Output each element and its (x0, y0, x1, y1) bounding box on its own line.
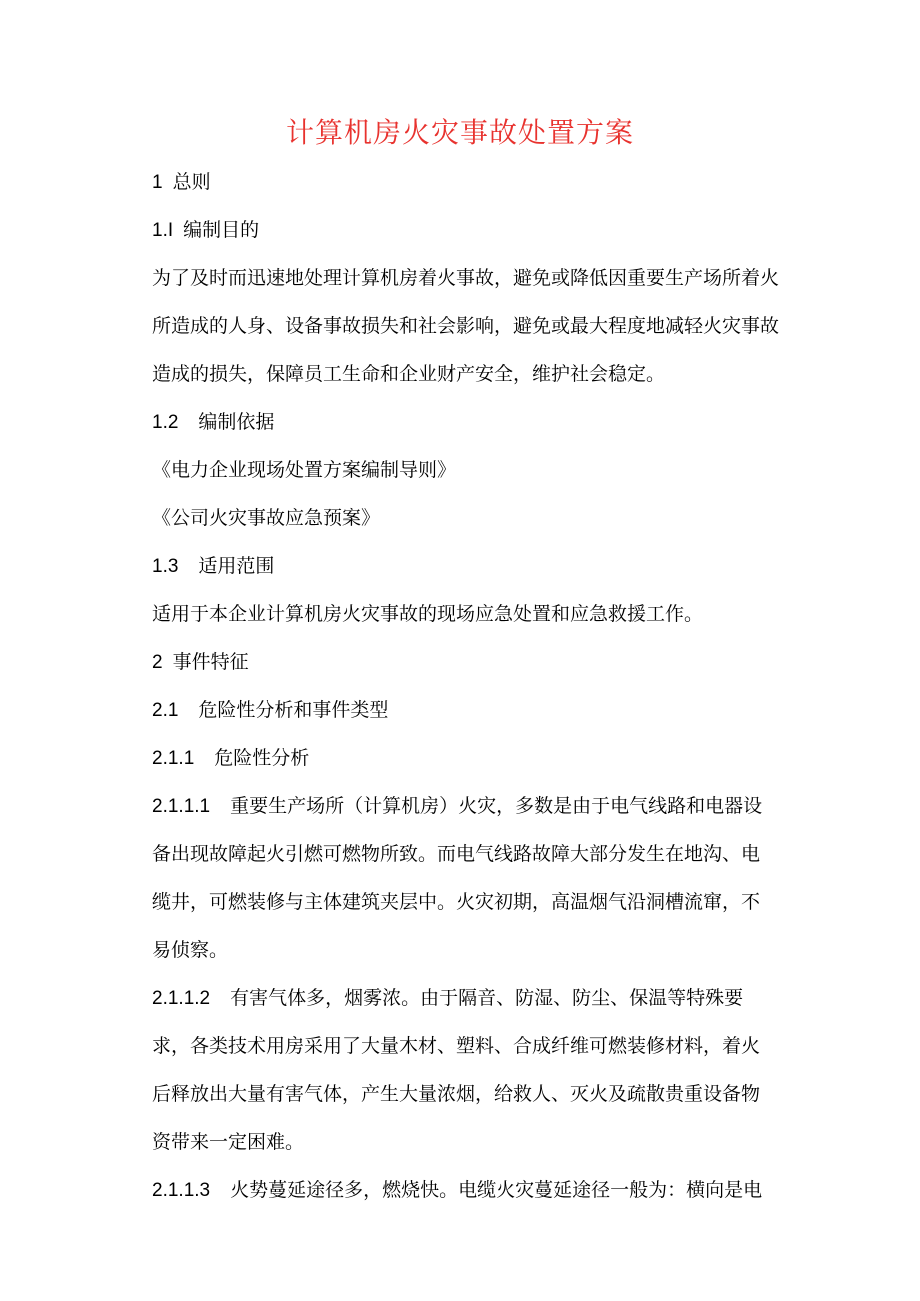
heading-1-1 (152, 217, 259, 244)
heading-2-1-1 (152, 745, 309, 772)
section-number: 2.1.1.1 (152, 796, 211, 817)
section-number: 2.1 (152, 700, 179, 721)
paragraph-line: 易侦察。 (152, 939, 229, 961)
paragraph-line: 《电力企业现场处置方案编制导则》 (152, 459, 457, 481)
section-number: 2.1.1.2 (152, 988, 211, 1009)
section-number: 1.2 (152, 412, 179, 433)
heading-1-3 (152, 553, 274, 580)
section-number: 1 (152, 172, 163, 193)
section-text: 危险性分析 (214, 747, 310, 769)
section-number: 1.3 (152, 556, 179, 577)
paragraph-line: 缆井，可燃装修与主体建筑夹层中。火灾初期，高温烟气沿洞槽流窜，不 (152, 891, 761, 913)
section-number: 2.1.1 (152, 748, 195, 769)
section-number: 2 (152, 652, 163, 673)
paragraph-line: 备出现故障起火引燃可燃物所致。而电气线路故障大部分发生在地沟、电 (152, 843, 761, 865)
paragraph-line: 为了及时而迅速地处理计算机房着火事故，避免或降低因重要生产场所着火 (152, 267, 780, 289)
clause-2-1-1-3 (152, 1177, 762, 1204)
paragraph-line: 《公司火灾事故应急预案》 (152, 507, 381, 529)
section-number: 2.1.1.3 (152, 1180, 211, 1201)
heading-1 (152, 169, 211, 196)
section-text: 事件特征 (172, 651, 249, 673)
heading-2 (152, 649, 249, 676)
paragraph-line: 资带来一定困难。 (152, 1131, 305, 1153)
section-text: 重要生产场所（计算机房）火灾，多数是由于电气线路和电器设 (230, 795, 763, 817)
section-text: 危险性分析和事件类型 (198, 699, 389, 721)
paragraph-line: 求，各类技术用房采用了大量木材、塑料、合成纤维可燃装修材料，着火 (152, 1035, 761, 1057)
section-text: 适用范围 (198, 555, 275, 577)
section-text: 火势蔓延途径多，燃烧快。电缆火灾蔓延途径一般为：横向是电 (230, 1179, 763, 1201)
clause-2-1-1-1 (152, 793, 762, 820)
section-text: 总则 (172, 171, 211, 193)
paragraph-line: 后释放出大量有害气体，产生大量浓烟，给救人、灭火及疏散贵重设备物 (152, 1083, 761, 1105)
paragraph-line: 造成的损失，保障员工生命和企业财产安全，维护社会稳定。 (152, 363, 666, 385)
section-text: 有害气体多，烟雾浓。由于隔音、防湿、防尘、保温等特殊要 (230, 987, 744, 1009)
heading-2-1 (152, 697, 388, 724)
paragraph-line: 所造成的人身、设备事故损失和社会影响，避免或最大程度地减轻火灾事故 (152, 315, 780, 337)
clause-2-1-1-2 (152, 985, 743, 1012)
heading-1-2 (152, 409, 274, 436)
section-text: 编制依据 (198, 411, 275, 433)
paragraph-line: 适用于本企业计算机房火灾事故的现场应急处置和应急救援工作。 (152, 603, 704, 625)
section-number: 1.I (152, 220, 174, 241)
document-title: 计算机房火灾事故处置方案 (285, 116, 634, 149)
section-text: 编制目的 (183, 219, 260, 241)
